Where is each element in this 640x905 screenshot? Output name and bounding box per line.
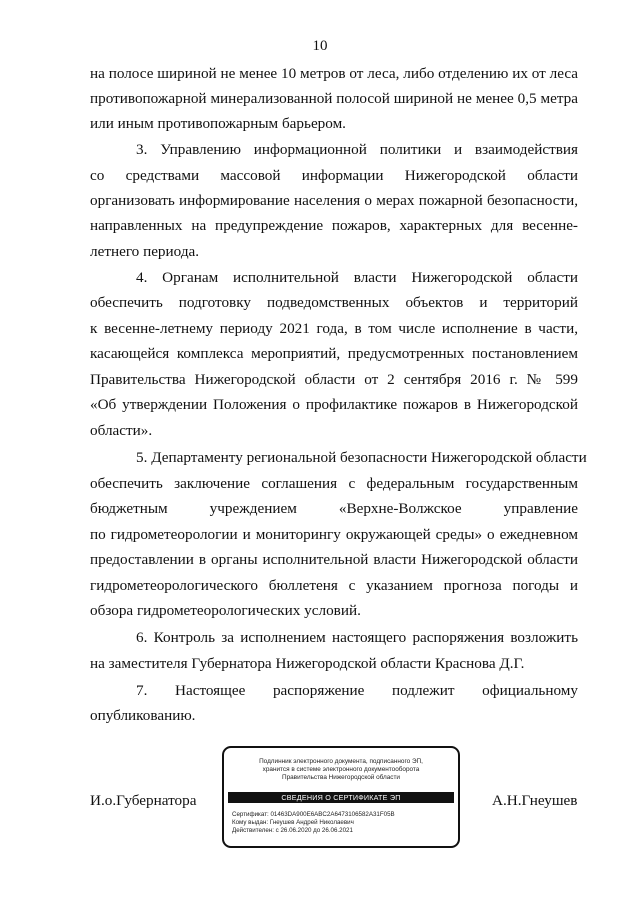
body-line: организовать информирование населения о мерах пожарной безопасности,	[90, 192, 578, 209]
stamp-header	[224, 758, 458, 782]
stamp-certificate-bar: СВЕДЕНИЯ О СЕРТИФИКАТЕ ЭП	[228, 792, 454, 803]
stamp-certificate-owner: Кому выдан: Гнеушев Андрей Николаевич	[232, 819, 354, 826]
signatory-name: А.Н.Гнеушев	[492, 792, 578, 809]
stamp-header-line: Правительства Нижегородской области	[281, 774, 401, 781]
e-signature-stamp	[222, 746, 460, 848]
body-line: касающейся комплекса мероприятий, предусмотренных постановлением	[90, 345, 578, 362]
body-line: 6. Контроль за исполнением настоящего распоряжения возложить	[136, 629, 578, 646]
body-line: гидрометеорологического бюллетеня с указанием прогноза погоды и	[90, 577, 578, 594]
body-line: обзора гидрометеорологических условий.	[90, 602, 361, 619]
body-line: области».	[90, 422, 153, 439]
body-line: обеспечить заключение соглашения с федеральным государственным	[90, 475, 578, 492]
body-line: или иным противопожарным барьером.	[90, 115, 346, 132]
body-line: направленных на предупреждение пожаров, характерных для весенне-	[90, 217, 578, 234]
body-line: бюджетным учреждением «Верхне-Волжское управление	[90, 500, 578, 517]
body-line: летнего периода.	[90, 243, 200, 260]
body-line: 5. Департаменту региональной безопасности Нижегородской области	[136, 449, 587, 466]
stamp-certificate-serial: Сертификат: 01463DA900E6ABC2A6473106582A31F05B	[232, 811, 395, 818]
stamp-header-line: хранится в системе электронного документооборота	[262, 766, 420, 773]
body-line: 3. Управлению информационной политики и взаимодействия	[136, 141, 578, 158]
body-line: противопожарной минерализованной полосой шириной не менее 0,5 метра	[90, 90, 578, 107]
body-line: обеспечить подготовку подведомственных объектов и территорий	[90, 294, 578, 311]
body-line: 4. Органам исполнительной власти Нижегородской области	[136, 269, 578, 286]
page-number: 10	[312, 38, 328, 54]
signatory-title: И.о.Губернатора	[90, 792, 197, 809]
body-line: по гидрометеорологии и мониторингу окружающей среды» о ежедневном	[90, 526, 578, 543]
body-line: со средствами массовой информации Нижегородской области	[90, 167, 578, 184]
body-line: к весенне-летнему периоду 2021 года, в том числе исполнение в части,	[90, 320, 578, 337]
body-line: «Об утверждении Положения о профилактике пожаров в Нижегородской	[90, 396, 578, 413]
stamp-header-line: Подлинник электронного документа, подписанного ЭП,	[259, 758, 423, 765]
body-line: Правительства Нижегородской области от 2 сентября 2016 г. № 599	[90, 371, 578, 388]
body-line: предоставлении в органы исполнительной власти Нижегородской области	[90, 551, 578, 568]
body-line: 7. Настоящее распоряжение подлежит официальному	[136, 682, 578, 699]
body-line: на полосе шириной не менее 10 метров от леса, либо отделению их от леса	[90, 65, 578, 82]
stamp-certificate-validity: Действителен: с 26.06.2020 до 26.06.2021	[232, 827, 353, 834]
body-line: на заместителя Губернатора Нижегородской области Краснова Д.Г.	[90, 655, 525, 672]
stamp-certificate-details	[232, 811, 395, 835]
body-line: опубликованию.	[90, 707, 196, 724]
